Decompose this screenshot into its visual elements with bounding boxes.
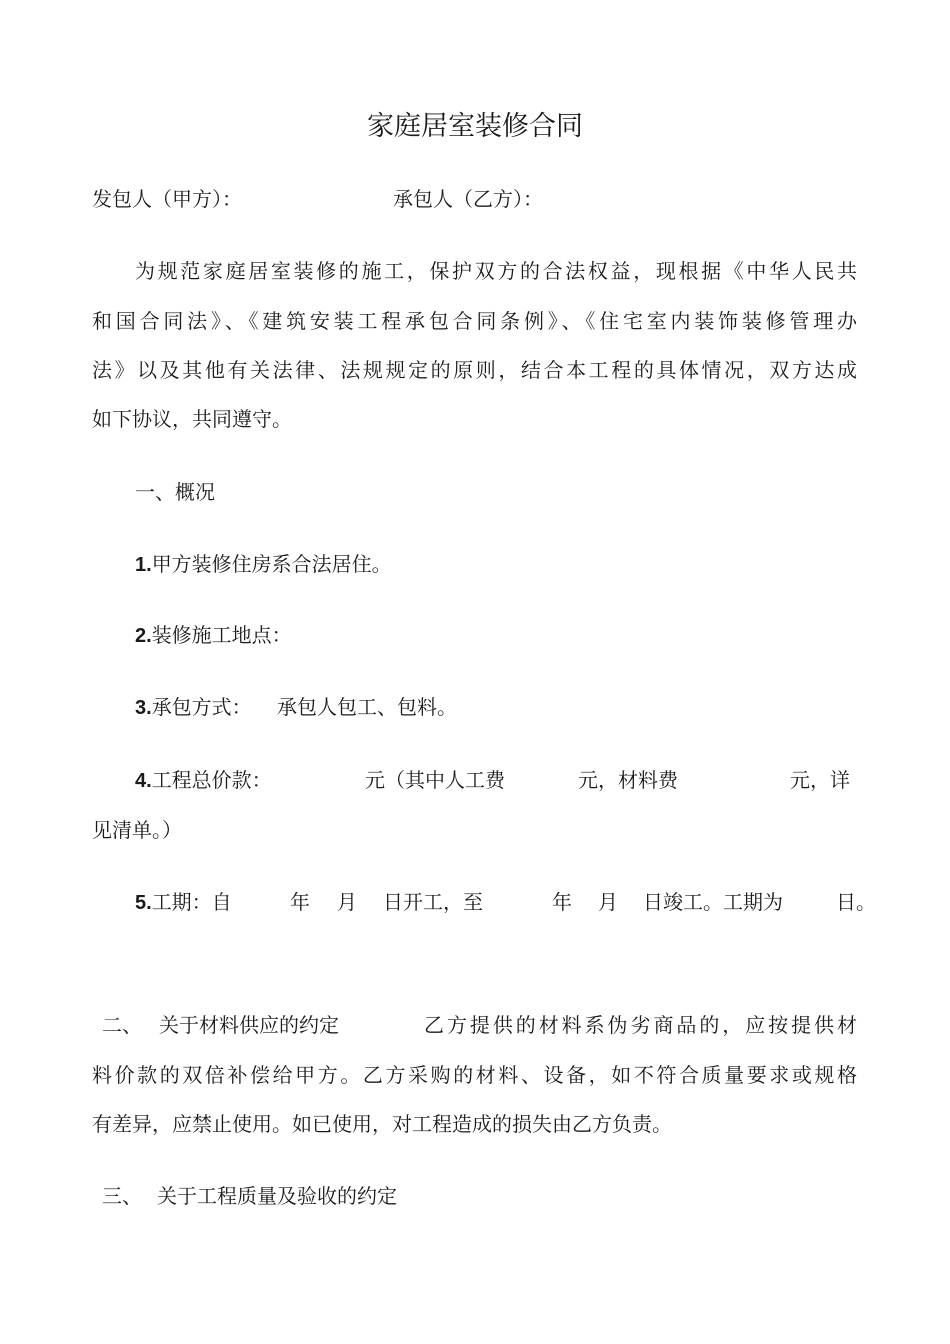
party-b-label: 承包人（乙方）：: [393, 187, 543, 211]
page-title: 家庭居室装修合同: [367, 111, 583, 142]
item-4: [135, 766, 272, 795]
item-4-label: 工程总价款：: [151, 768, 272, 792]
item-5-label: 工期：自: [151, 890, 232, 914]
section-2-line-3: 有差异，应禁止使用。如已使用，对工程造成的损失由乙方负责。: [92, 1112, 672, 1136]
item-5-days: 日。: [836, 890, 876, 914]
section-2-line-1: 乙方提供的材料系伪劣商品的，应按提供材: [424, 1013, 857, 1037]
preamble-line-1: 为规范家庭居室装修的施工，保护双方的合法权益，现根据《中华人民共: [135, 259, 857, 283]
item-4-line-2: 见清单。）: [92, 818, 182, 842]
section-3-number: 三、: [102, 1184, 142, 1208]
item-5-month-1: 月: [337, 890, 357, 914]
item-5-year-2: 年: [552, 890, 572, 914]
item-5-number: 5.: [135, 892, 152, 914]
item-5-month-2: 月: [598, 890, 618, 914]
preamble-line-3: 法》以及其他有关法律、法规规定的原则，结合本工程的具体情况，双方达成: [92, 358, 857, 382]
item-5-year-1: 年: [290, 890, 310, 914]
item-3-label: 承包方式：: [151, 695, 252, 719]
section-3-heading: 关于工程质量及验收的约定: [157, 1184, 397, 1208]
party-a-label: 发包人（甲方）：: [92, 187, 242, 211]
item-2: [135, 621, 292, 650]
item-4-number: 4.: [135, 770, 152, 792]
section-2-line-2: 料价款的双倍补偿给甲方。乙方采购的材料、设备，如不符合质量要求或规格: [92, 1063, 857, 1087]
preamble-line-2: 和国合同法》、《建筑安装工程承包合同条例》、《住宅室内装饰装修管理办: [92, 309, 857, 333]
item-2-text: 装修施工地点：: [151, 623, 292, 647]
item-4-material-text: 元，材料费: [578, 768, 678, 792]
item-5-day-2: 日竣工。工期为: [643, 890, 783, 914]
section-1-heading: 一、概况: [135, 480, 215, 504]
item-2-number: 2.: [135, 625, 152, 647]
item-1-text: 甲方装修住房系合法居住。: [151, 552, 392, 576]
item-3-value: 承包人包工、包料。: [277, 695, 457, 719]
item-1-number: 1.: [135, 554, 152, 576]
section-2-number: 二、: [102, 1013, 142, 1037]
item-5-day-1: 日开工，至: [383, 890, 483, 914]
item-5: [135, 888, 232, 917]
item-3: [135, 693, 252, 722]
section-2-heading: 关于材料供应的约定: [159, 1013, 339, 1037]
item-4-tail: 元，详: [790, 768, 850, 792]
item-3-number: 3.: [135, 697, 152, 719]
item-4-labor-text: 元（其中人工费: [365, 768, 505, 792]
preamble-line-4: 如下协议，共同遵守。: [92, 407, 292, 431]
item-1: [135, 550, 392, 579]
